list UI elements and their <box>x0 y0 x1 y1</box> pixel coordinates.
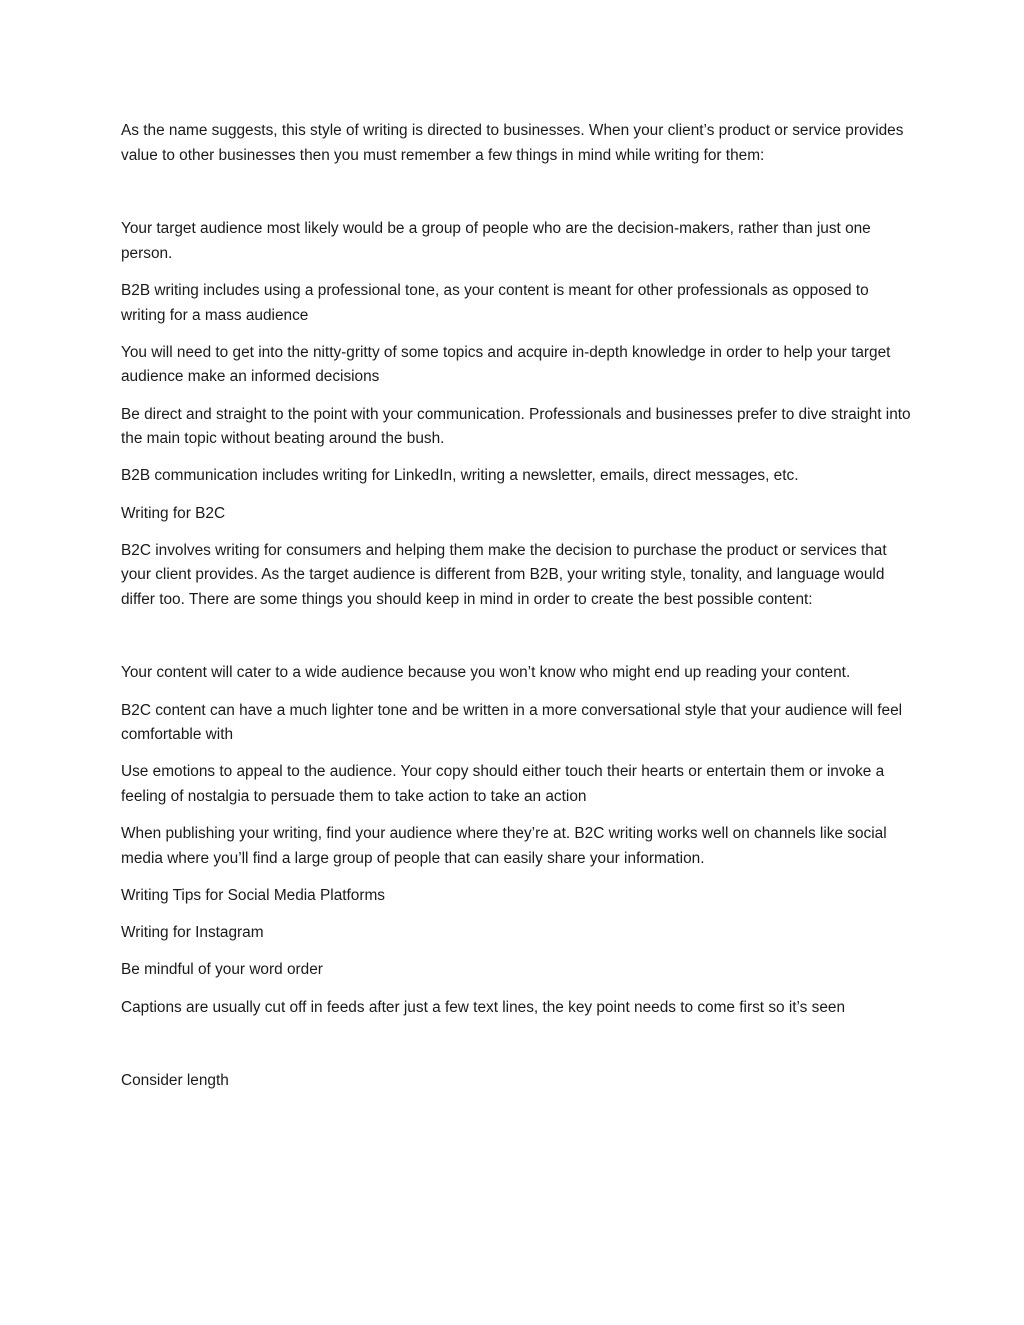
b2c-point-channels: When publishing your writing, find your audience where they’re at. B2C writing works well on channels like social media where you’ll find a large group of people that can easily share your information. <box>121 825 887 867</box>
b2b-point-direct: Be direct and straight to the point with your communication. Professionals and businesses prefer to dive straight into the main topic without beating around the bush. <box>121 405 911 448</box>
b2c-intro-paragraph: B2C involves writing for consumers and helping them make the decision to purchase the product or services that your client provides. As the target audience is different from B2B, your writing style, tonality, and language would differ too. There are some things you should keep in mind in order to create the best possible content: <box>121 541 887 608</box>
consider-length-heading: Consider length <box>121 1072 229 1090</box>
b2b-point-channels: B2B communication includes writing for LinkedIn, writing a newsletter, emails, direct messages, etc. <box>121 467 799 485</box>
intro-paragraph: As the name suggests, this style of writing is directed to businesses. When your client’s product or service provides value to other businesses then you must remember a few things in mind while writing for them: <box>121 122 904 164</box>
b2c-point-audience: Your content will cater to a wide audience because you won’t know who might end up reading your content. <box>121 664 851 682</box>
captions-paragraph: Captions are usually cut off in feeds after just a few text lines, the key point needs to come first so it’s seen <box>121 998 846 1016</box>
b2b-point-audience: Your target audience most likely would be a group of people who are the decision-makers, rather than just one person. <box>121 220 871 262</box>
b2c-heading: Writing for B2C <box>121 504 226 522</box>
document-body <box>121 119 911 1106</box>
b2b-point-tone: B2B writing includes using a professional tone, as your content is meant for other professionals as opposed to writing for a mass audience <box>121 281 869 324</box>
social-media-heading: Writing Tips for Social Media Platforms <box>121 887 386 904</box>
b2c-point-tone: B2C content can have a much lighter tone and be written in a more conversational style that your audience will feel comfortable with <box>121 701 903 744</box>
b2c-point-emotions: Use emotions to appeal to the audience. Your copy should either touch their hearts or entertain them or invoke a feeling of nostalgia to persuade them to take action to take an action <box>121 763 885 806</box>
instagram-heading: Writing for Instagram <box>121 924 264 942</box>
word-order-heading: Be mindful of your word order <box>121 961 323 979</box>
b2b-point-knowledge: You will need to get into the nitty-gritty of some topics and acquire in-depth knowledge in order to help your target audience make an informed decisions <box>121 343 891 386</box>
